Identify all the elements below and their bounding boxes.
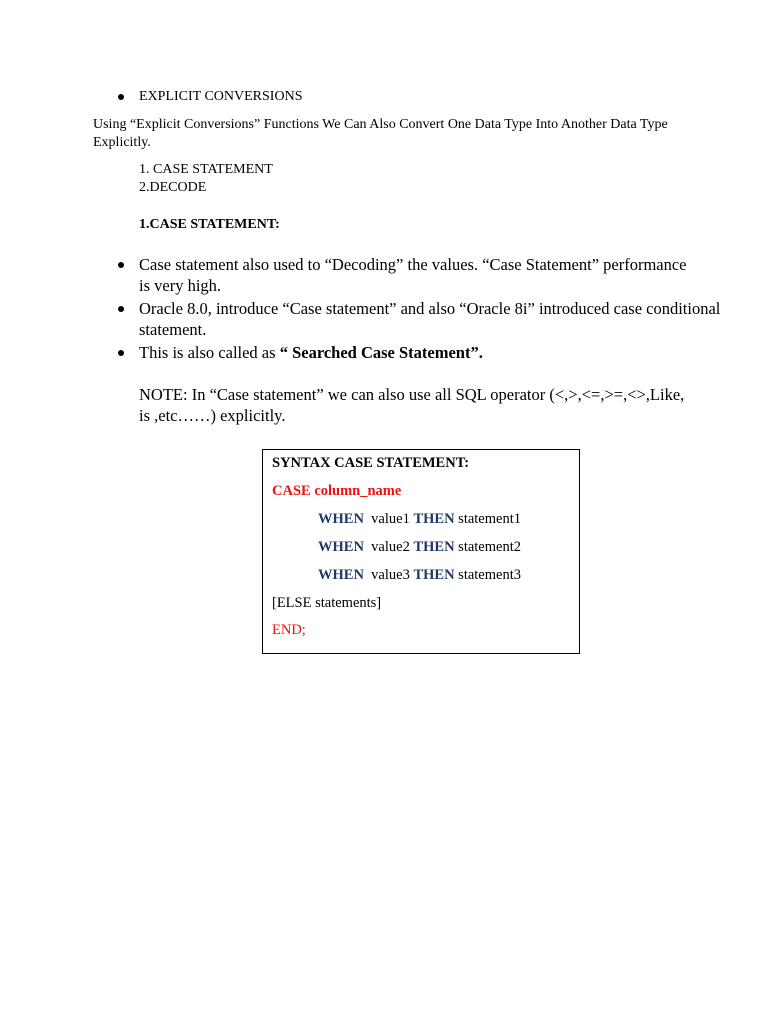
case-keyword: CASE [272,483,311,499]
when-statement: statement1 [458,511,521,527]
note-line-2: is ,etc……) explicitly. [139,406,286,425]
note-line-1: NOTE: In “Case statement” we can also use all SQL operator (<,>,<=,>=,<>,Like, [139,385,685,404]
bullet-2-line-2: statement. [139,320,207,339]
when-statement: statement2 [458,539,521,555]
bullet-2-line-1: Oracle 8.0, introduce “Case statement” and also “Oracle 8i” introduced case conditional [139,299,721,318]
syntax-case-line [272,483,401,500]
when-statement: statement3 [458,567,521,583]
then-keyword: THEN [413,539,455,555]
intro-line-2: Explicitly. [93,135,151,150]
list-item-decode: 2.DECODE [139,180,207,195]
else-line: [ELSE statements] [272,595,382,611]
when-keyword: WHEN [318,567,364,583]
bullet-3-bold: “ Searched Case Statement”. [279,343,483,362]
when-row [318,567,521,584]
when-value: value3 [371,567,410,583]
then-keyword: THEN [413,511,455,527]
when-row [318,511,521,528]
bullet-icon [118,262,124,268]
bullet-3 [139,343,483,363]
syntax-box [262,449,580,654]
list-item-case: 1. CASE STATEMENT [139,162,273,177]
section-heading: EXPLICIT CONVERSIONS [139,89,303,104]
bullet-icon [118,306,124,312]
then-keyword: THEN [413,567,455,583]
when-row [318,539,521,556]
end-keyword: END; [272,622,306,638]
when-value: value1 [371,511,410,527]
intro-line-1: Using “Explicit Conversions” Functions We Can Also Convert One Data Type Into Another Data Type [93,117,668,132]
bullet-1-line-1: Case statement also used to “Decoding” the values. “Case Statement” performance [139,255,687,274]
when-value: value2 [371,539,410,555]
bullet-3-prefix: This is also called as [139,343,280,362]
section-title: 1.CASE STATEMENT: [139,217,280,232]
when-keyword: WHEN [318,539,364,555]
bullet-icon [118,94,124,100]
when-keyword: WHEN [318,511,364,527]
bullet-1-line-2: is very high. [139,276,222,295]
bullet-icon [118,350,124,356]
syntax-title: SYNTAX CASE STATEMENT: [272,455,470,471]
case-column: column_name [310,483,402,499]
